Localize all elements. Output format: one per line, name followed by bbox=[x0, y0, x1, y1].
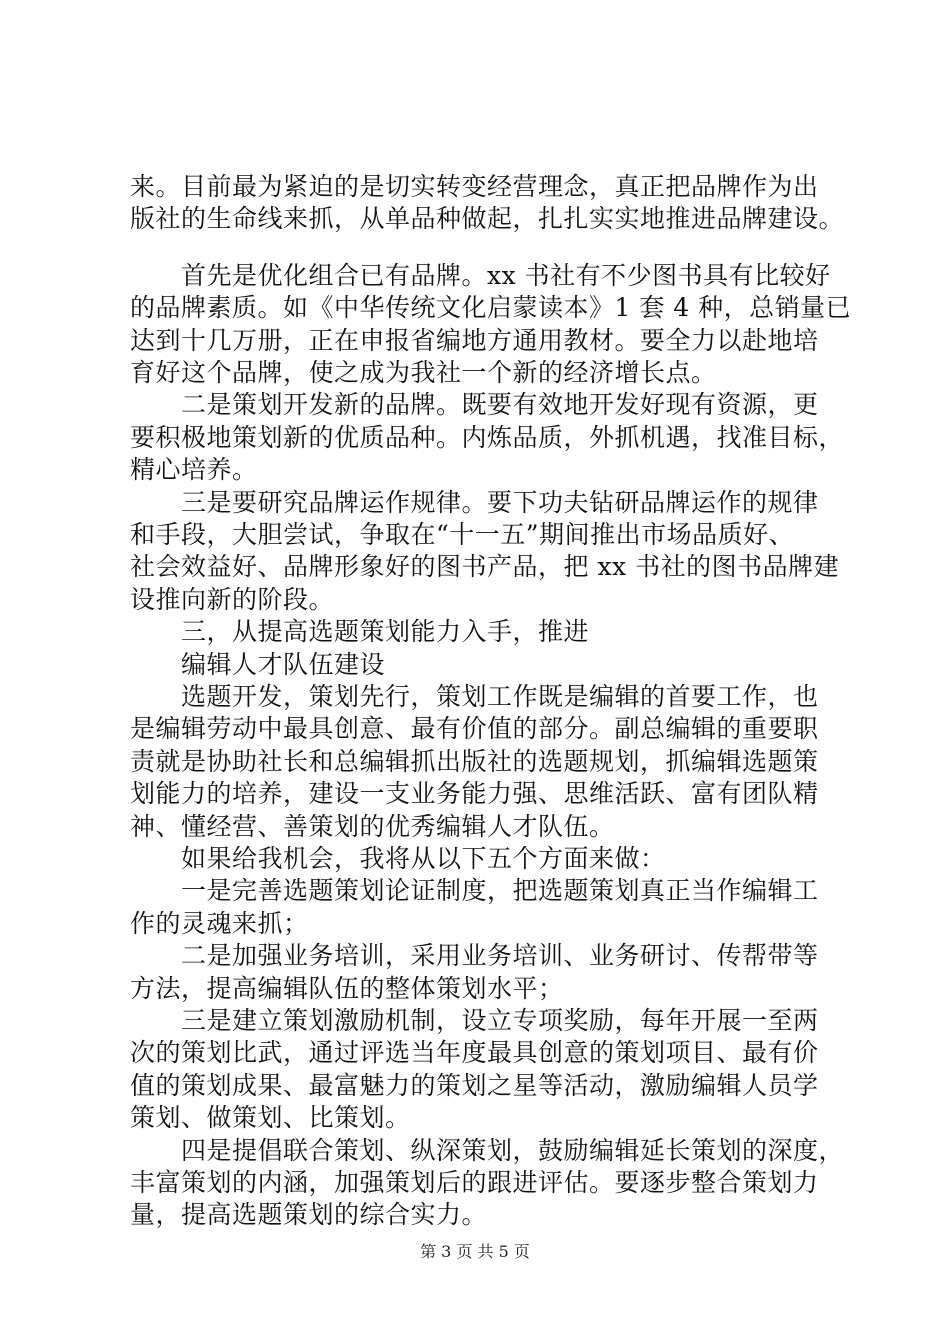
text-line: 是编辑劳动中最具创意、最有价值的部分。副总编辑的重要职 bbox=[130, 714, 819, 743]
text-line: 要积极地策划新的优质品种。内炼品质，外抓机遇，找准目标， bbox=[130, 423, 845, 452]
text-line: 的品牌素质。如《中华传统文化启蒙读本》1 套 4 种，总销量已 bbox=[130, 293, 852, 322]
text-line: 首先是优化组合已有品牌。xx 书社有不少图书具有比较好 bbox=[181, 261, 831, 290]
text-line: 社会效益好、品牌形象好的图书产品，把 xx 书社的图书品牌建 bbox=[130, 552, 840, 581]
text-line: 丰富策划的内涵，加强策划后的跟进评估。要逐步整合策划力 bbox=[130, 1168, 819, 1197]
text-line: 二是加强业务培训，采用业务培训、业务研讨、传帮带等 bbox=[181, 941, 819, 970]
text-line: 一是完善选题策划论证制度，把选题策划真正当作编辑工 bbox=[181, 876, 819, 905]
text-line: 神、懂经营、善策划的优秀编辑人才队伍。 bbox=[130, 812, 615, 841]
text-line: 来。目前最为紧迫的是切实转变经营理念，真正把品牌作为出 bbox=[130, 172, 819, 201]
text-line: 次的策划比武，通过评选当年度最具创意的策划项目、最有价 bbox=[130, 1038, 819, 1067]
section-heading: 三，从提高选题策划能力入手，推进 bbox=[181, 617, 590, 646]
text-line: 责就是协助社长和总编辑抓出版社的选题规划，抓编辑选题策 bbox=[130, 747, 819, 776]
text-line: 量，提高选题策划的综合实力。 bbox=[130, 1200, 488, 1229]
text-line: 值的策划成果、最富魅力的策划之星等活动，激励编辑人员学 bbox=[130, 1071, 819, 1100]
text-line: 育好这个品牌，使之成为我社一个新的经济增长点。 bbox=[130, 358, 717, 387]
page-footer: 第 3 页 共 5 页 bbox=[420, 1242, 530, 1261]
text-line: 三是建立策划激励机制，设立专项奖励，每年开展一至两 bbox=[181, 1006, 819, 1035]
text-line: 达到十几万册，正在申报省编地方通用教材。要全力以赴地培 bbox=[130, 326, 819, 355]
text-line: 二是策划开发新的品牌。既要有效地开发好现有资源，更 bbox=[181, 390, 819, 419]
text-line: 选题开发，策划先行，策划工作既是编辑的首要工作，也 bbox=[181, 682, 819, 711]
text-line: 方法，提高编辑队伍的整体策划水平； bbox=[130, 974, 564, 1003]
text-line: 和手段，大胆尝试，争取在“十一五”期间推出市场品质好、 bbox=[130, 520, 795, 549]
text-line: 三是要研究品牌运作规律。要下功夫钻研品牌运作的规律 bbox=[181, 488, 819, 517]
text-line: 精心培养。 bbox=[130, 455, 258, 484]
text-line: 设推向新的阶段。 bbox=[130, 585, 335, 614]
text-line: 作的灵魂来抓； bbox=[130, 909, 309, 938]
text-line: 如果给我机会，我将从以下五个方面来做： bbox=[181, 844, 666, 873]
section-heading: 编辑人才队伍建设 bbox=[181, 650, 386, 679]
text-line: 版社的生命线来抓，从单品种做起，扎扎实实地推进品牌建设。 bbox=[130, 204, 845, 233]
text-line: 四是提倡联合策划、纵深策划，鼓励编辑延长策划的深度， bbox=[181, 1136, 845, 1165]
text-line: 划能力的培养，建设一支业务能力强、思维活跃、富有团队精 bbox=[130, 779, 819, 808]
text-line: 策划、做策划、比策划。 bbox=[130, 1103, 411, 1132]
